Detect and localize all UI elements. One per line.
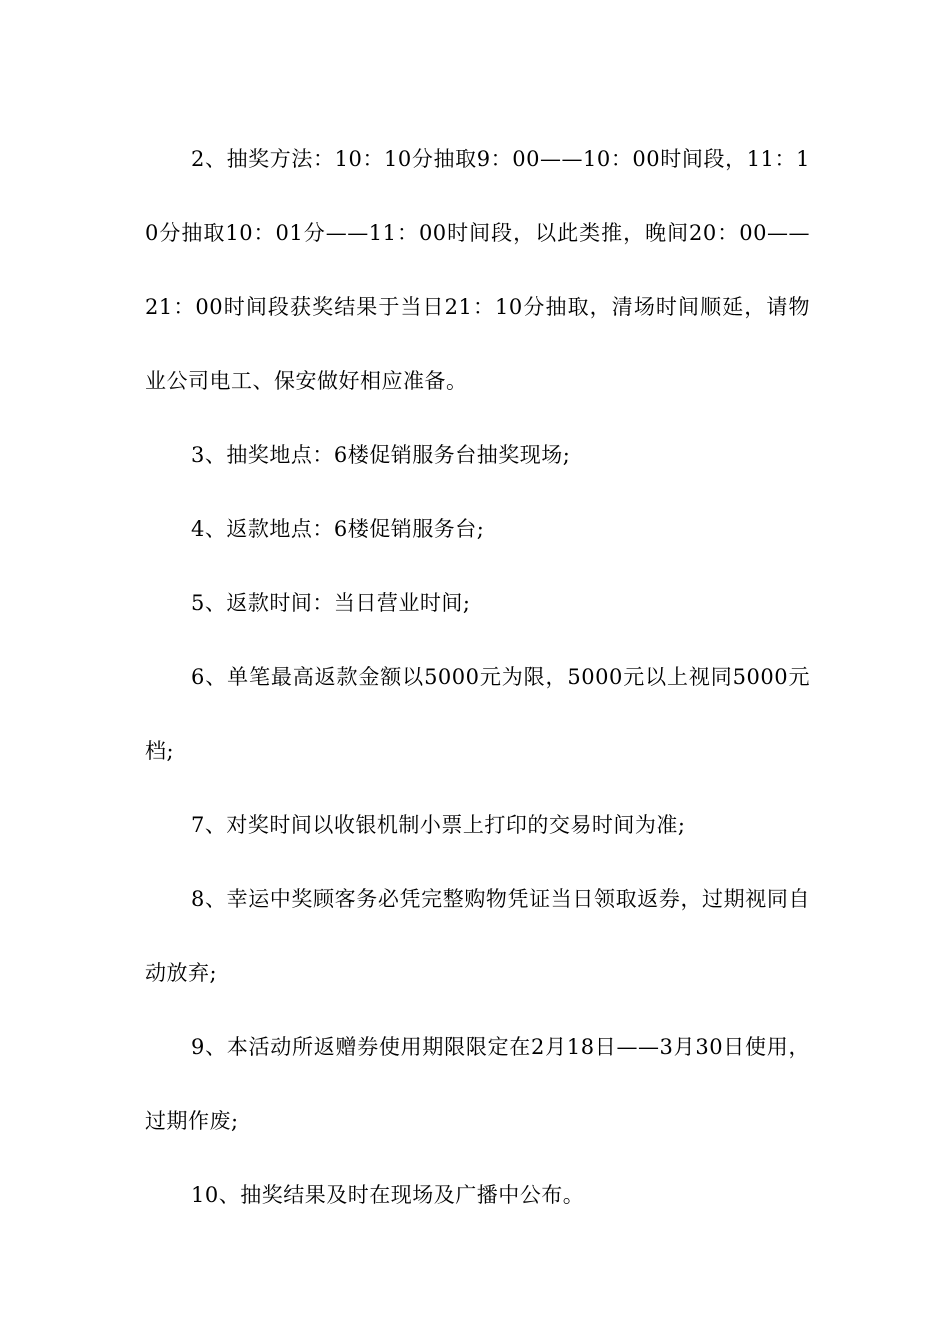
paragraph-draw-location: 3、抽奖地点：6楼促销服务台抽奖现场; [191,443,571,467]
paragraph-prize-time-basis: 7、对奖时间以收银机制小票上打印的交易时间为准; [191,813,686,837]
paragraph-refund-time: 5、返款时间：当日营业时间; [191,591,471,615]
paragraph-refund-location: 4、返款地点：6楼促销服务台; [191,517,485,541]
paragraph-results-announcement: 10、抽奖结果及时在现场及广播中公布。 [191,1183,585,1207]
paragraph-max-refund: 6、单笔最高返款金额以5000元为限，5000元以上视同5000元档; [145,665,810,763]
paragraph-draw-method: 2、抽奖方法：10：10分抽取9：00——10：00时间段，11：10分抽取10：01分——11：00时间段，以此类推，晚间20：00——21：00时间段获奖结果于当日21：10分抽取，清场时间顺延，请物业公司电工、保安做好相应准备。 [145,147,810,393]
paragraph-voucher-validity: 9、本活动所返赠券使用期限限定在2月18日——3月30日使用，过期作废; [145,1035,810,1133]
paragraph-claim-rules: 8、幸运中奖顾客务必凭完整购物凭证当日领取返券，过期视同自动放弃; [145,887,810,985]
document-body [145,122,810,1232]
